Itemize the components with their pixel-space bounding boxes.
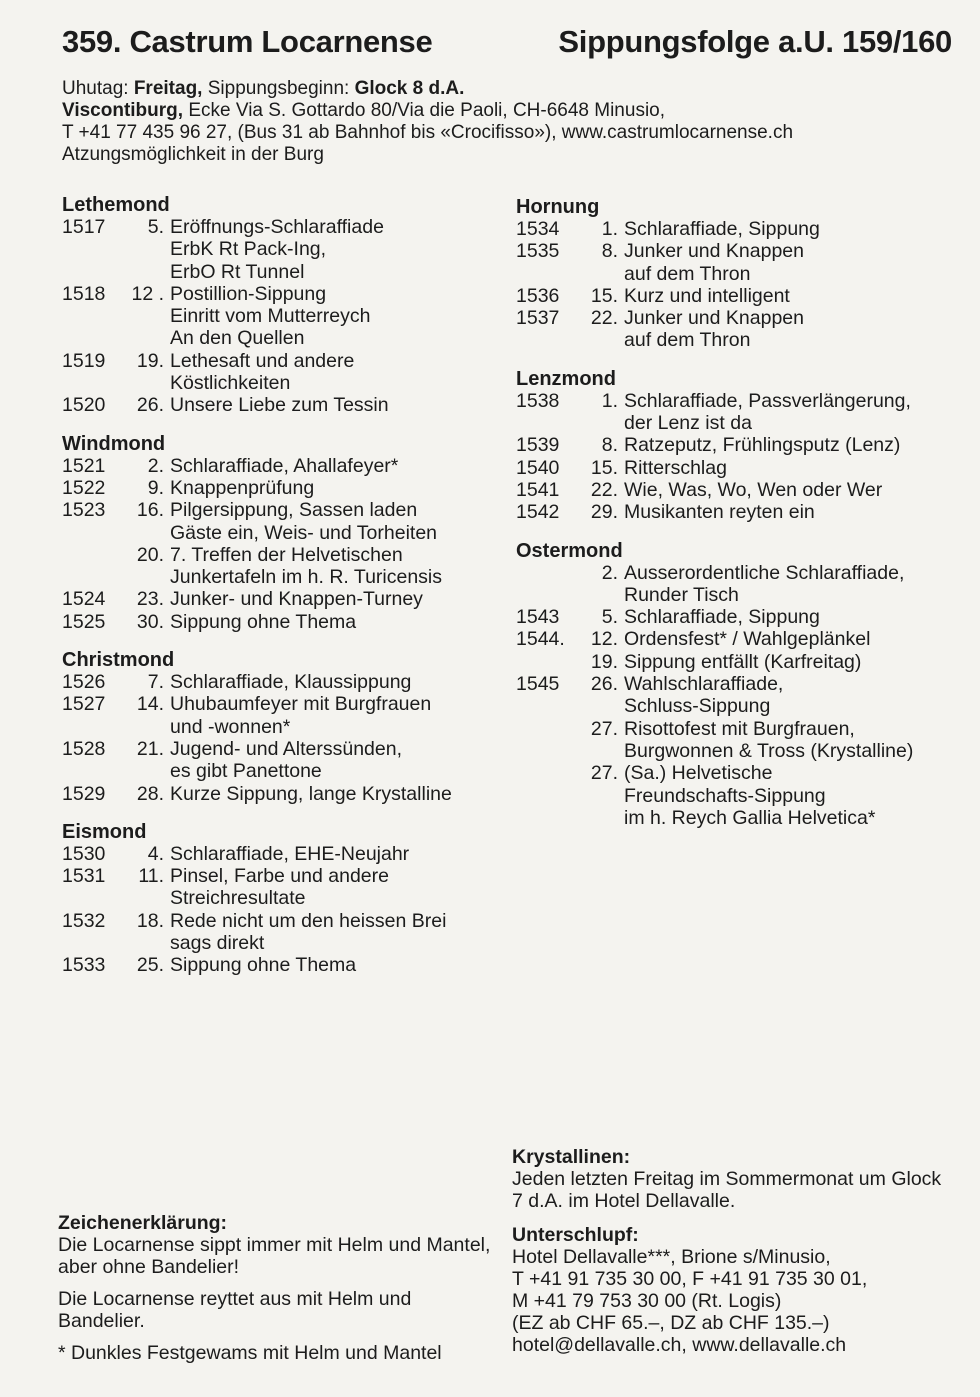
entry-day: 19. [590, 650, 618, 673]
entry-topic [624, 501, 956, 523]
sippung-number: 1522 [62, 476, 106, 499]
month-block [62, 433, 502, 633]
entry-topic-line: Jugend- und Alterssünden, [170, 737, 403, 760]
sippung-number: 1537 [516, 307, 560, 330]
entry-topic [170, 693, 502, 738]
sippung-number: 1539 [516, 434, 560, 457]
entry-day: 16. [136, 499, 164, 522]
sippung-number: 1528 [62, 737, 106, 760]
schedule-entry [516, 457, 956, 479]
unterschlupf-title: Unterschlupf: [512, 1224, 639, 1246]
entry-topic [170, 455, 502, 477]
month-title: Lenzmond [516, 367, 616, 390]
entry-day: 21. [136, 737, 164, 760]
schedule-entry [516, 562, 956, 607]
entry-day: 8. [601, 240, 618, 263]
entry-topic [170, 611, 502, 633]
entry-day: 15. [590, 456, 618, 479]
entry-topic [624, 457, 956, 479]
unterschlupf-line: (EZ ab CHF 65.–, DZ ab CHF 135.–) [512, 1312, 830, 1334]
month-title: Hornung [516, 196, 600, 218]
schedule-entry [62, 283, 502, 350]
entry-topic-line: 7. Treffen der Helvetischen [170, 543, 403, 566]
entry-topic-line: Knappenprüfung [170, 476, 315, 499]
sippung-number [516, 651, 574, 673]
entry-day: 25. [136, 954, 164, 977]
entry-topic-line: Köstlichkeiten [170, 372, 291, 395]
entry-topic [170, 350, 502, 395]
sippung-number: 1533 [62, 954, 106, 977]
entry-day: 29. [590, 501, 618, 524]
entry-topic-line: Ratzeputz, Frühlingsputz (Lenz) [624, 434, 901, 457]
sippung-number: 1541 [516, 478, 560, 501]
entry-topic-line: Pinsel, Farbe und andere [170, 865, 389, 888]
month-title: Windmond [62, 432, 166, 455]
entry-topic [170, 738, 502, 783]
legend-text-1: Die Locarnense sippt immer mit Helm und Mantel, aber ohne Bandelier! [58, 1234, 491, 1278]
schedule-entry [62, 477, 502, 499]
entry-topic [624, 218, 956, 240]
month-title: Lethemond [62, 194, 170, 216]
sippung-number: 1526 [62, 671, 106, 694]
entry-topic-line: Risottofest mit Burgfrauen, [624, 717, 855, 740]
month-title: Eismond [62, 820, 147, 843]
schedule-entry [516, 501, 956, 523]
sippung-number: 1542 [516, 501, 560, 524]
entry-day: 8. [601, 434, 618, 457]
sippung-number: 1517 [62, 216, 106, 238]
unterschlupf-line: hotel@dellavalle.ch, www.dellavalle.ch [512, 1334, 847, 1356]
entry-topic [624, 390, 956, 435]
entry-day: 7. [147, 671, 164, 694]
sippung-number [516, 762, 574, 829]
entry-day: 5. [601, 606, 618, 629]
sippung-number: 1544. [516, 628, 565, 651]
schedule-entry [62, 738, 502, 783]
legend-text-3: * Dunkles Festgewams mit Helm und Mantel [58, 1342, 442, 1364]
unterschlupf-line: T +41 91 735 30 00, F +41 91 735 30 01, [512, 1268, 868, 1290]
sippung-number: 1518 [62, 282, 106, 305]
intro-line-1: Uhutag: Freitag, Sippungsbeginn: Glock 8 d.A. [62, 78, 465, 99]
schedule-entry [516, 651, 956, 673]
entry-topic-line: Schluss-Sippung [624, 695, 771, 718]
sippung-number: 1538 [516, 389, 560, 412]
intro-line-2: Viscontiburg, Ecke Via S. Gottardo 80/Via die Paoli, CH-6648 Minusio, [62, 100, 666, 121]
entry-topic [170, 216, 502, 283]
entry-topic-line: Musikanten reyten ein [624, 501, 815, 524]
sippung-number [516, 562, 574, 607]
unterschlupf-line: Hotel Dellavalle***, Brione s/Minusio, [512, 1246, 831, 1268]
legend-title: Zeichenerklärung: [58, 1212, 228, 1234]
schedule-entry [516, 762, 956, 829]
schedule-entry [516, 240, 956, 285]
unterschlupf-line: M +41 79 753 30 00 (Rt. Logis) [512, 1290, 782, 1312]
entry-topic-line: ErbO Rt Tunnel [170, 260, 305, 283]
entry-topic-line: Junker und Knappen [624, 307, 804, 330]
entry-topic [624, 479, 956, 501]
entry-topic [170, 544, 502, 589]
entry-topic [170, 910, 502, 955]
entry-topic [624, 606, 956, 628]
legend-block [58, 1212, 498, 1374]
entry-day: 2. [147, 454, 164, 477]
entry-topic-line: Junker- und Knappen-Turney [170, 588, 423, 611]
entry-topic-line: Sippung ohne Thema [170, 954, 357, 977]
intro-line-4: Atzungsmöglichkeit in der Burg [62, 144, 324, 165]
month-title: Ostermond [516, 539, 623, 562]
entry-day: 2. [601, 561, 618, 584]
schedule-entry [516, 307, 956, 352]
entry-topic-line: Pilgersippung, Sassen laden [170, 499, 418, 522]
entry-day: 18. [136, 909, 164, 932]
entry-topic-line: sags direkt [170, 932, 265, 955]
sippung-number: 1545 [516, 673, 560, 696]
entry-topic [624, 562, 956, 607]
schedule-entry [516, 479, 956, 501]
schedule-entry [62, 783, 502, 805]
entry-topic [170, 954, 502, 976]
sippung-number: 1530 [62, 842, 106, 865]
entry-topic-line: und -wonnen* [170, 715, 291, 738]
entry-topic-line: An den Quellen [170, 327, 305, 350]
schedule-entry [62, 455, 502, 477]
schedule-entry [516, 628, 956, 650]
entry-day: 1. [601, 218, 618, 240]
month-block [62, 821, 502, 977]
entry-topic [624, 628, 956, 650]
entry-topic-line: Unsere Liebe zum Tessin [170, 394, 389, 417]
entry-topic-line: Gäste ein, Weis- und Torheiten [170, 521, 438, 544]
entry-topic [624, 673, 956, 718]
entry-day: 14. [136, 693, 164, 716]
entry-topic [170, 477, 502, 499]
entry-topic-line: Ausserordentliche Schlaraffiade, [624, 561, 905, 584]
schedule-entry [516, 218, 956, 240]
entry-topic [170, 865, 502, 910]
entry-topic-line: Lethesaft und andere [170, 349, 355, 372]
schedule-entry [516, 285, 956, 307]
entry-day: 4. [147, 842, 164, 865]
entry-topic-line: Postillion-Sippung [170, 282, 327, 305]
entry-day: 11. [138, 865, 164, 888]
entry-topic-line: Kurz und intelligent [624, 284, 790, 307]
schedule-entry [62, 671, 502, 693]
entry-topic-line: Streichresultate [170, 887, 306, 910]
sippung-number: 1523 [62, 499, 106, 522]
entry-day: 20. [136, 543, 164, 566]
unterschlupf-text [512, 1246, 952, 1356]
entry-day: 28. [136, 782, 164, 805]
entry-topic-line: Runder Tisch [624, 583, 739, 606]
schedule-entry [516, 718, 956, 763]
month-title: Christmond [62, 649, 175, 672]
entry-topic [624, 718, 956, 763]
page-header [62, 24, 952, 60]
entry-topic-line: Schlaraffiade, Sippung [624, 218, 820, 240]
schedule-entry [62, 954, 502, 976]
schedule-entry [516, 434, 956, 456]
entry-day: 12. [590, 628, 618, 651]
entry-topic-line: der Lenz ist da [624, 412, 752, 435]
entry-topic [170, 588, 502, 610]
sippung-number: 1520 [62, 394, 106, 417]
page-subtitle: Sippungsfolge a.U. 159/160 [558, 24, 952, 59]
entry-day: 26. [590, 673, 618, 696]
entry-topic-line: Schlaraffiade, Passverlängerung, [624, 389, 911, 412]
entry-day: 5. [147, 216, 164, 238]
entry-topic-line: es gibt Panettone [170, 760, 322, 783]
entry-topic-line: Schlaraffiade, Klaussippung [170, 671, 412, 694]
entry-topic-line: Schlaraffiade, Sippung [624, 606, 820, 629]
schedule-entry [516, 606, 956, 628]
entry-topic [170, 783, 502, 805]
entry-topic-line: Schlaraffiade, Ahallafeyer* [170, 454, 399, 477]
entry-topic [624, 651, 956, 673]
schedule-entry [62, 499, 502, 544]
entry-day: 27. [590, 717, 618, 740]
sippung-number: 1536 [516, 284, 560, 307]
entry-day: 30. [136, 610, 164, 633]
entry-topic-line: Sippung ohne Thema [170, 610, 357, 633]
info-block [512, 1146, 952, 1356]
left-column [62, 194, 502, 993]
month-block [516, 540, 956, 830]
entry-topic [624, 762, 956, 829]
sippung-number: 1531 [62, 865, 106, 888]
entry-topic-line: Wie, Was, Wo, Wen oder Wer [624, 478, 883, 501]
schedule-entry [62, 544, 502, 589]
entry-topic [170, 394, 502, 416]
month-block [62, 649, 502, 805]
month-block [516, 368, 956, 524]
entry-topic-line: (Sa.) Helvetische [624, 762, 773, 785]
schedule-entry [62, 910, 502, 955]
sippung-number: 1525 [62, 610, 106, 633]
entry-topic [170, 671, 502, 693]
schedule-entry [62, 394, 502, 416]
entry-day: 9. [147, 476, 164, 499]
entry-topic-line: Kurze Sippung, lange Krystalline [170, 782, 452, 805]
entry-day: 26. [136, 394, 164, 417]
sippung-number: 1519 [62, 349, 106, 372]
entry-day: 27. [590, 762, 618, 785]
entry-topic-line: auf dem Thron [624, 262, 751, 285]
schedule-entry [62, 865, 502, 910]
entry-day: 12 . [131, 282, 164, 305]
entry-topic [170, 499, 502, 544]
entry-day: 15. [590, 284, 618, 307]
page-title: 359. Castrum Locarnense [62, 24, 433, 59]
intro-line-3: T +41 77 435 96 27, (Bus 31 ab Bahnhof bis «Crocifisso»), www.castrumlocarnense.ch [62, 122, 794, 143]
sippung-number [62, 544, 120, 589]
entry-day: 22. [590, 478, 618, 501]
sippung-number: 1540 [516, 456, 560, 479]
schedule-entry [62, 588, 502, 610]
entry-topic-line: Junkertafeln im h. R. Turicensis [170, 566, 443, 589]
entry-topic-line: Ordensfest* / Wahlgeplänkel [624, 628, 871, 651]
entry-day: 23. [136, 588, 164, 611]
sippung-number: 1524 [62, 588, 106, 611]
sippung-number: 1527 [62, 693, 106, 716]
krystallinen-text: Jeden letzten Freitag im Sommermonat um Glock 7 d.A. im Hotel Dellavalle. [512, 1168, 942, 1212]
sippung-number: 1534 [516, 218, 560, 240]
schedule-entry [62, 843, 502, 865]
entry-topic [624, 307, 956, 352]
entry-day: 22. [590, 307, 618, 330]
sippung-number: 1532 [62, 909, 106, 932]
sippung-number: 1535 [516, 240, 560, 263]
sippung-number [516, 718, 574, 763]
entry-topic-line: Schlaraffiade, EHE-Neujahr [170, 842, 410, 865]
intro-block [62, 78, 942, 166]
entry-topic [624, 285, 956, 307]
month-block [516, 196, 956, 352]
schedule-entry [62, 693, 502, 738]
legend-text-2: Die Locarnense reyttet aus mit Helm und Bandelier. [58, 1288, 412, 1332]
krystallinen-title: Krystallinen: [512, 1146, 631, 1168]
entry-day: 19. [136, 349, 164, 372]
entry-topic [170, 843, 502, 865]
entry-topic [624, 434, 956, 456]
entry-topic-line: Einritt vom Mutterreych [170, 305, 371, 328]
sippung-number: 1543 [516, 606, 560, 629]
schedule-entry [62, 216, 502, 283]
entry-topic [170, 283, 502, 350]
schedule-entry [516, 390, 956, 435]
entry-topic-line: Junker und Knappen [624, 240, 804, 263]
entry-topic-line: Eröffnungs-Schlaraffiade [170, 216, 384, 238]
month-block [62, 194, 502, 417]
entry-topic-line: Ritterschlag [624, 456, 727, 479]
entry-topic-line: Burgwonnen & Tross (Krystalline) [624, 739, 914, 762]
schedule-entry [516, 673, 956, 718]
schedule-entry [62, 611, 502, 633]
entry-topic-line: Freundschafts-Sippung [624, 784, 826, 807]
entry-topic-line: auf dem Thron [624, 329, 751, 352]
sippung-number: 1521 [62, 454, 106, 477]
entry-topic-line: Wahlschlaraffiade, [624, 673, 784, 696]
sippung-number: 1529 [62, 782, 106, 805]
schedule-entry [62, 350, 502, 395]
entry-topic-line: im h. Reych Gallia Helvetica* [624, 806, 876, 829]
entry-topic-line: Uhubaumfeyer mit Burgfrauen [170, 693, 432, 716]
right-column [516, 196, 956, 845]
entry-topic-line: ErbK Rt Pack-Ing, [170, 238, 327, 261]
entry-day: 1. [601, 389, 618, 412]
entry-topic-line: Sippung entfällt (Karfreitag) [624, 650, 862, 673]
entry-topic-line: Rede nicht um den heissen Brei [170, 909, 447, 932]
entry-topic [624, 240, 956, 285]
